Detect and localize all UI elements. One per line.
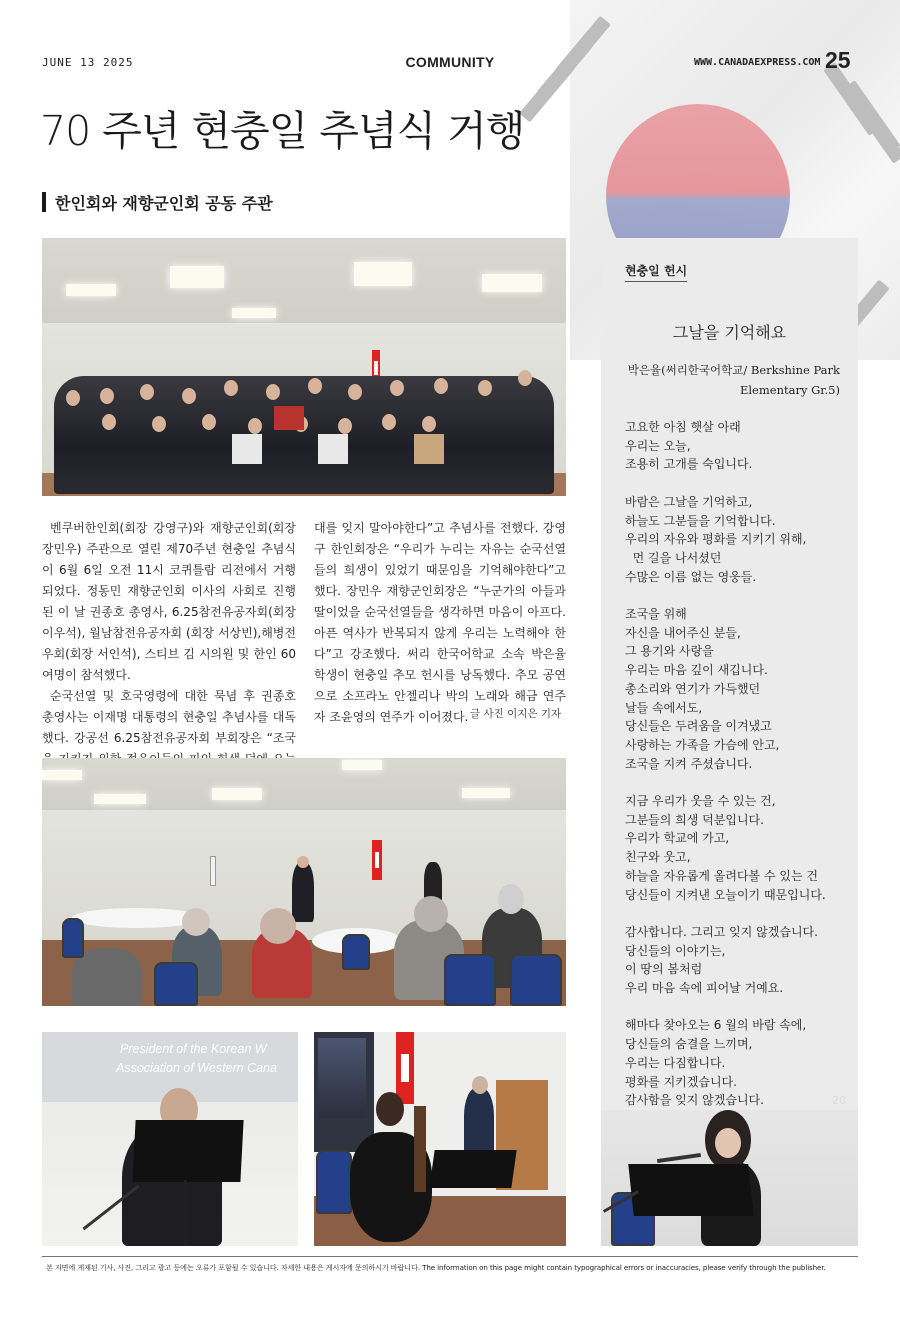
poem-line: 이 땅의 봄처럼 xyxy=(625,962,703,977)
speaker-photo xyxy=(42,1032,298,1246)
poem-line: 당신들의 이야기는, xyxy=(625,943,726,958)
poem-line: 평화를 지키겠습니다. xyxy=(625,1074,737,1089)
page-number: 25 xyxy=(825,47,851,73)
poem-line: 우리는 다짐합니다. xyxy=(625,1055,726,1070)
poem-line: 사랑하는 가족을 가슴에 안고, xyxy=(625,737,780,752)
poem-line: 날들 속에서도, xyxy=(625,700,703,715)
poem-line: 조국을 지켜 주셨습니다. xyxy=(625,756,753,771)
ceremony-hall-photo xyxy=(42,758,566,1006)
poem-label: 현충일 헌시 xyxy=(625,262,687,282)
subhead-marker xyxy=(42,192,46,212)
article-column-2 xyxy=(314,518,566,728)
poem-line: 우리 마음 속에 피어날 거예요. xyxy=(625,981,784,996)
issue-date: JUNE 13 2025 xyxy=(42,56,134,69)
poem-line: 친구와 웃고, xyxy=(625,850,691,865)
poem-line: 고요한 아침 햇살 아래 xyxy=(625,420,741,434)
poem-line: 당신들은 두려움을 이겨냈고 xyxy=(625,719,772,734)
poem-line: 하늘을 자유롭게 올려다볼 수 있는 건 xyxy=(625,868,818,883)
article-paragraph: 벤쿠버한인회(회장 강영구)와 재향군인회(회장 장민우) 주관으로 열린 제70주년 현충일 추념식이 6월 6일 오전 11시 코퀴틀람 리전에서 거행되었다. 정동민 재향군인회 이사의 사회로 진행된 이 날 권종호 총영사, 6.25참전유공자회(회장 이우석), 월남참전유공자회 (회장 서상빈),해병전우회(회장 서인석), 스티브 김 시의원 및 한인 60여명이 참석했다. xyxy=(42,521,296,682)
poem-line: 그 용기와 사랑을 xyxy=(625,644,714,659)
student-reading-photo xyxy=(601,1110,858,1246)
footer-disclaimer: 본 지면에 게재된 기사, 사진, 그리고 광고 등에는 오류가 포함될 수 있습니다. 자세한 내용은 게시자에 문의하시기 바랍니다. The information on this page might contain typographical errors or inaccuracies, please verify through the publisher. xyxy=(46,1263,826,1272)
performer-photo xyxy=(314,1032,566,1246)
slide-text: President of the Korean W xyxy=(120,1042,267,1056)
poem-line: 감사합니다. 그리고 잊지 않겠습니다. xyxy=(625,924,818,939)
poem-line: 해마다 찾아오는 6 월의 바람 속에, xyxy=(625,1018,807,1033)
poem-author-line: 박은율(써리한국어학교/ Berkshine Park xyxy=(627,363,840,377)
byline: 글 사진 이지은 기자 xyxy=(470,708,562,720)
faint-text: 20 xyxy=(832,1094,846,1107)
poem-line: 당신들의 숨결을 느끼며, xyxy=(625,1037,753,1052)
poem-author-line: Elementary Gr.5) xyxy=(739,383,840,397)
article-subheadline: 한인회와 재향군인회 공동 주관 xyxy=(55,194,273,213)
poem-line: 지금 우리가 웃을 수 있는 건, xyxy=(625,794,776,809)
poem-line: 총소리와 연기가 가득했던 xyxy=(625,681,761,696)
poem-line: 우리의 자유와 평화를 지키기 위해, xyxy=(625,532,807,547)
poem-line: 당신들이 지켜낸 오늘이기 때문입니다. xyxy=(625,887,826,902)
poem-line: 그분들의 희생 덕분입니다. xyxy=(625,812,764,827)
poem-line: 우리가 학교에 가고, xyxy=(625,831,730,846)
poem-line: 자신을 내어주신 분들, xyxy=(625,625,741,640)
poem-author xyxy=(620,360,840,400)
poem-line: 조국을 위해 xyxy=(625,607,687,621)
poem-body xyxy=(625,418,855,1110)
poem-line: 우리는 오늘, xyxy=(625,438,691,453)
group-photo xyxy=(42,238,566,496)
poem-line: 하늘도 그분들을 기억합니다. xyxy=(625,513,776,528)
poem-title: 그날을 기억해요 xyxy=(672,323,787,342)
article-headline: 70 주년 현충일 추념식 거행 xyxy=(40,107,525,155)
poem-line: 감사함을 잊지 않겠습니다. xyxy=(625,1093,764,1108)
article-column-1 xyxy=(42,518,296,791)
poem-line: 먼 길을 나서셨던 xyxy=(625,550,722,565)
article-paragraph: 대를 잊지 말아야한다”고 추념사를 전했다. 강영구 한인회장은 “우리가 누리는 자유는 순국선열들의 희생이 있었기 때문임을 기억해야한다”고 했다. 장민우 재향군인회장은 “누군가의 아들과 딸이었을 순국선열들을 생각하면 마음이 아프다. 아픈 역사가 반복되지 않게 우리는 노력해야 한다”고 강조했다. 써리 한국어학교 소속 박은율 학생이 현충일 추모 헌시를 낭독했다. 추모 공연으로 소프라노 안젤리나 박의 노래와 해금 연주자 조윤영의 연주가 이어졌다. xyxy=(314,521,566,724)
section-title: COMMUNITY xyxy=(405,54,495,70)
poem-line: 우리는 마음 깊이 새깁니다. xyxy=(625,663,768,678)
poem-line: 바람은 그날을 기억하고, xyxy=(625,494,753,509)
website-link[interactable]: WWW.CANADAEXPRESS.COM xyxy=(694,57,821,68)
poem-line: 조용히 고개를 숙입니다. xyxy=(625,457,753,472)
poem-line: 수많은 이름 없는 영웅들. xyxy=(625,569,757,584)
article-paragraph: 순국선열 및 호국영령에 대한 묵념 후 권종호 총영사는 이재명 대통령의 현충일 추념사를 대독했다. 강공선 6.25참전유공자회 부회장은 “조국 xyxy=(42,689,296,745)
footer-rule xyxy=(42,1256,858,1257)
slide-text: Association of Western Cana xyxy=(116,1061,277,1075)
